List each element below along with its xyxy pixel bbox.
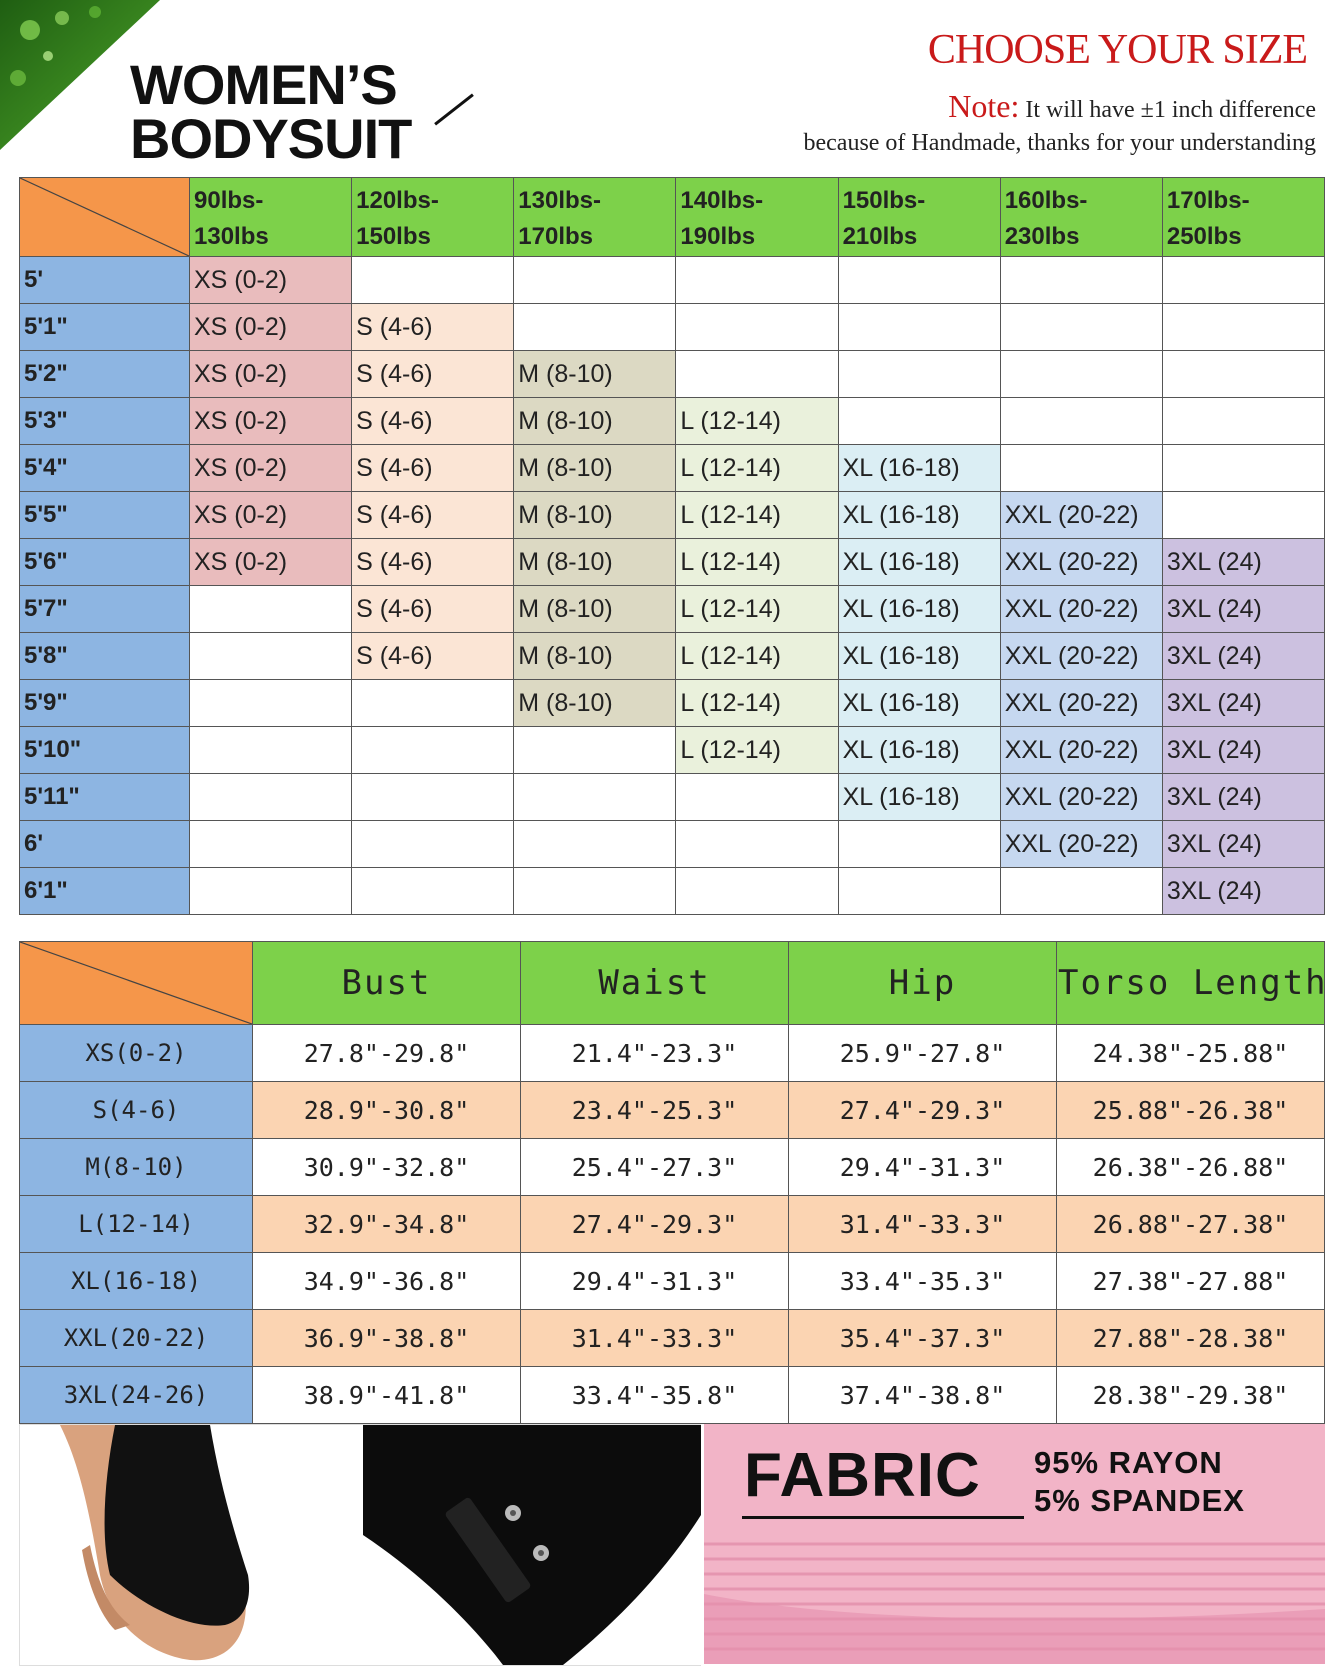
brand-title [130, 53, 412, 170]
fabric-composition [1034, 1444, 1245, 1520]
measurement-value: 23.4"-25.3" [521, 1082, 789, 1139]
height-row [20, 774, 1325, 821]
note-label: Note: [948, 88, 1020, 124]
size-cell [1162, 351, 1324, 398]
size-cell [1000, 445, 1162, 492]
height-label: 5'1" [20, 304, 190, 351]
brand-line1: WOMEN’S [130, 53, 397, 116]
fabric-label: FABRIC [744, 1441, 981, 1510]
composition-rayon: 95% RAYON [1034, 1445, 1223, 1480]
size-cell [352, 727, 514, 774]
weight-range-bottom: 150lbs [356, 223, 431, 250]
size-cell: M (8-10) [514, 398, 676, 445]
brand-line2: BODYSUIT [130, 107, 412, 170]
size-cell: 3XL (24) [1162, 680, 1324, 727]
snap-closure-photo [363, 1424, 701, 1666]
size-label: M(8-10) [20, 1139, 253, 1196]
measurement-header: Hip [789, 942, 1057, 1025]
size-cell: M (8-10) [514, 586, 676, 633]
size-cell: XXL (20-22) [1000, 539, 1162, 586]
height-label: 6'1" [20, 868, 190, 915]
fabric-swatch-photo [704, 1424, 1325, 1664]
measurement-row [20, 1196, 1325, 1253]
size-cell [1000, 304, 1162, 351]
size-cell [1000, 868, 1162, 915]
size-cell: M (8-10) [514, 445, 676, 492]
measurement-value: 27.4"-29.3" [521, 1196, 789, 1253]
size-cell: L (12-14) [676, 445, 838, 492]
size-cell [190, 774, 352, 821]
size-cell [1162, 304, 1324, 351]
size-cell: XXL (20-22) [1000, 774, 1162, 821]
size-cell [190, 868, 352, 915]
size-cell: M (8-10) [514, 633, 676, 680]
weight-range-bottom: 170lbs [518, 223, 593, 250]
height-row [20, 445, 1325, 492]
measurement-value: 34.9"-36.8" [253, 1253, 521, 1310]
size-cell [190, 633, 352, 680]
height-label: 5'11" [20, 774, 190, 821]
size-cell: XXL (20-22) [1000, 680, 1162, 727]
size-cell [1000, 257, 1162, 304]
measurement-row [20, 1025, 1325, 1082]
size-cell [352, 257, 514, 304]
weight-range-header [838, 178, 1000, 257]
corner-diagonal-cell [20, 178, 190, 257]
size-cell [676, 821, 838, 868]
height-weight-size-table [19, 177, 1325, 915]
height-row [20, 492, 1325, 539]
size-cell [1000, 351, 1162, 398]
size-cell: XL (16-18) [838, 445, 1000, 492]
corner-diagonal-cell [20, 942, 253, 1025]
measurement-row [20, 1367, 1325, 1424]
height-row [20, 257, 1325, 304]
size-label: 3XL(24-26) [20, 1367, 253, 1424]
measurement-value: 28.38"-29.38" [1057, 1367, 1325, 1424]
height-row [20, 821, 1325, 868]
size-cell: XL (16-18) [838, 727, 1000, 774]
height-label: 5'8" [20, 633, 190, 680]
size-cell: L (12-14) [676, 539, 838, 586]
size-label: XS(0-2) [20, 1025, 253, 1082]
size-cell [838, 398, 1000, 445]
size-cell [676, 868, 838, 915]
body-measurements-table [19, 941, 1328, 1424]
size-cell: 3XL (24) [1162, 586, 1324, 633]
measurement-value: 29.4"-31.3" [789, 1139, 1057, 1196]
size-cell: L (12-14) [676, 633, 838, 680]
measurement-value: 27.38"-27.88" [1057, 1253, 1325, 1310]
measurement-value: 24.38"-25.88" [1057, 1025, 1325, 1082]
size-cell: S (4-6) [352, 539, 514, 586]
weight-range-header [1000, 178, 1162, 257]
size-cell: M (8-10) [514, 351, 676, 398]
weight-range-header [352, 178, 514, 257]
height-label: 5'6" [20, 539, 190, 586]
weight-range-top: 140lbs- [680, 187, 764, 214]
weight-range-header [514, 178, 676, 257]
size-cell: XL (16-18) [838, 586, 1000, 633]
height-label: 5'5" [20, 492, 190, 539]
size-cell: 3XL (24) [1162, 868, 1324, 915]
height-label: 5'3" [20, 398, 190, 445]
measurement-value: 27.88"-28.38" [1057, 1310, 1325, 1367]
measurement-value: 25.9"-27.8" [789, 1025, 1057, 1082]
height-row [20, 539, 1325, 586]
size-cell: S (4-6) [352, 304, 514, 351]
size-cell [1162, 398, 1324, 445]
measurement-value: 36.9"-38.8" [253, 1310, 521, 1367]
composition-spandex: 5% SPANDEX [1034, 1483, 1245, 1518]
weight-range-top: 170lbs- [1166, 187, 1250, 214]
size-cell: XXL (20-22) [1000, 727, 1162, 774]
size-cell: S (4-6) [352, 351, 514, 398]
weight-range-header [676, 178, 838, 257]
measurement-header: Bust [253, 942, 521, 1025]
measurement-header: Torso Length [1057, 942, 1325, 1025]
note-text: It will have ±1 inch difference [1019, 97, 1316, 123]
height-row [20, 633, 1325, 680]
size-cell [838, 868, 1000, 915]
measurement-row [20, 1310, 1325, 1367]
height-label: 5'2" [20, 351, 190, 398]
note-line2: because of Handmade, thanks for your understanding [803, 130, 1316, 156]
size-cell [838, 304, 1000, 351]
size-cell [190, 680, 352, 727]
size-cell: M (8-10) [514, 539, 676, 586]
measurement-value: 29.4"-31.3" [521, 1253, 789, 1310]
size-cell: 3XL (24) [1162, 821, 1324, 868]
page-title: CHOOSE YOUR SIZE [927, 27, 1307, 73]
size-cell: XL (16-18) [838, 492, 1000, 539]
measurement-value: 38.9"-41.8" [253, 1367, 521, 1424]
height-label: 5'9" [20, 680, 190, 727]
size-cell [514, 304, 676, 351]
weight-range-bottom: 210lbs [842, 223, 918, 250]
size-cell: XS (0-2) [190, 445, 352, 492]
size-cell [190, 727, 352, 774]
size-cell: S (4-6) [352, 445, 514, 492]
size-cell [1000, 398, 1162, 445]
height-row [20, 727, 1325, 774]
size-cell: XXL (20-22) [1000, 586, 1162, 633]
size-cell [352, 680, 514, 727]
measurement-value: 33.4"-35.3" [789, 1253, 1057, 1310]
size-cell [838, 351, 1000, 398]
size-cell: XXL (20-22) [1000, 633, 1162, 680]
measurement-row [20, 1082, 1325, 1139]
size-cell [514, 774, 676, 821]
size-cell: S (4-6) [352, 492, 514, 539]
measurement-header-row [20, 942, 1325, 1025]
size-cell [514, 727, 676, 774]
size-cell [514, 868, 676, 915]
weight-range-top: 130lbs- [518, 187, 601, 214]
measurement-value: 31.4"-33.3" [521, 1310, 789, 1367]
weight-range-top: 150lbs- [842, 187, 926, 214]
size-cell: XXL (20-22) [1000, 492, 1162, 539]
size-cell: L (12-14) [676, 727, 838, 774]
weight-range-bottom: 230lbs [1004, 223, 1080, 250]
size-cell: XXL (20-22) [1000, 821, 1162, 868]
size-cell: L (12-14) [676, 398, 838, 445]
size-cell: XS (0-2) [190, 398, 352, 445]
size-cell [1162, 492, 1324, 539]
weight-range-bottom: 250lbs [1166, 223, 1242, 250]
measurement-row [20, 1253, 1325, 1310]
weight-range-header [190, 178, 352, 257]
product-photos [19, 1424, 1325, 1664]
size-cell [352, 774, 514, 821]
measurement-value: 21.4"-23.3" [521, 1025, 789, 1082]
size-cell: XL (16-18) [838, 539, 1000, 586]
height-label: 5'7" [20, 586, 190, 633]
measurement-value: 25.88"-26.38" [1057, 1082, 1325, 1139]
size-cell: L (12-14) [676, 586, 838, 633]
size-label: S(4-6) [20, 1082, 253, 1139]
weight-range-top: 160lbs- [1004, 187, 1088, 214]
size-cell [352, 821, 514, 868]
brand-slash-decoration [434, 94, 474, 126]
measurement-value: 25.4"-27.3" [521, 1139, 789, 1196]
measurement-value: 31.4"-33.3" [789, 1196, 1057, 1253]
measurement-value: 33.4"-35.8" [521, 1367, 789, 1424]
weight-range-bottom: 190lbs [680, 223, 756, 250]
measurement-value: 37.4"-38.8" [789, 1367, 1057, 1424]
size-cell: 3XL (24) [1162, 727, 1324, 774]
size-cell [676, 351, 838, 398]
size-cell: 3XL (24) [1162, 633, 1324, 680]
size-cell: M (8-10) [514, 492, 676, 539]
size-cell: L (12-14) [676, 492, 838, 539]
size-cell: XL (16-18) [838, 633, 1000, 680]
size-cell: M (8-10) [514, 680, 676, 727]
height-row [20, 351, 1325, 398]
height-row [20, 304, 1325, 351]
size-cell: XL (16-18) [838, 680, 1000, 727]
measurement-value: 26.88"-27.38" [1057, 1196, 1325, 1253]
size-cell: 3XL (24) [1162, 539, 1324, 586]
size-cell [514, 821, 676, 868]
size-cell: L (12-14) [676, 680, 838, 727]
size-cell: S (4-6) [352, 633, 514, 680]
size-cell: XS (0-2) [190, 304, 352, 351]
size-cell: XS (0-2) [190, 492, 352, 539]
weight-header-row [20, 178, 1325, 257]
height-label: 6' [20, 821, 190, 868]
height-label: 5'4" [20, 445, 190, 492]
size-label: XL(16-18) [20, 1253, 253, 1310]
measurement-row [20, 1139, 1325, 1196]
weight-range-top: 120lbs- [356, 187, 439, 214]
note-line1 [948, 88, 1316, 125]
size-cell [838, 821, 1000, 868]
model-back-photo [19, 1424, 365, 1666]
size-cell [838, 257, 1000, 304]
measurement-value: 27.8"-29.8" [253, 1025, 521, 1082]
size-cell: XL (16-18) [838, 774, 1000, 821]
size-cell [352, 868, 514, 915]
measurement-value: 26.38"-26.88" [1057, 1139, 1325, 1196]
size-cell [1162, 445, 1324, 492]
weight-range-bottom: 130lbs [194, 223, 269, 250]
measurement-value: 27.4"-29.3" [789, 1082, 1057, 1139]
height-row [20, 586, 1325, 633]
size-cell [190, 821, 352, 868]
size-label: XXL(20-22) [20, 1310, 253, 1367]
fabric-underline [742, 1516, 1024, 1519]
measurement-value: 30.9"-32.8" [253, 1139, 521, 1196]
measurement-header: Waist [521, 942, 789, 1025]
weight-range-header [1162, 178, 1324, 257]
measurement-value: 28.9"-30.8" [253, 1082, 521, 1139]
height-label: 5'10" [20, 727, 190, 774]
size-cell: XS (0-2) [190, 539, 352, 586]
size-cell: XS (0-2) [190, 351, 352, 398]
size-cell [190, 586, 352, 633]
size-cell [514, 257, 676, 304]
size-cell [676, 774, 838, 821]
height-label: 5' [20, 257, 190, 304]
size-cell: XS (0-2) [190, 257, 352, 304]
height-row [20, 398, 1325, 445]
size-cell [676, 304, 838, 351]
size-cell [1162, 257, 1324, 304]
size-cell: S (4-6) [352, 586, 514, 633]
size-label: L(12-14) [20, 1196, 253, 1253]
size-cell: S (4-6) [352, 398, 514, 445]
height-row [20, 868, 1325, 915]
weight-range-top: 90lbs- [194, 187, 264, 214]
measurement-value: 32.9"-34.8" [253, 1196, 521, 1253]
measurement-value: 35.4"-37.3" [789, 1310, 1057, 1367]
height-row [20, 680, 1325, 727]
size-cell [676, 257, 838, 304]
size-cell: 3XL (24) [1162, 774, 1324, 821]
